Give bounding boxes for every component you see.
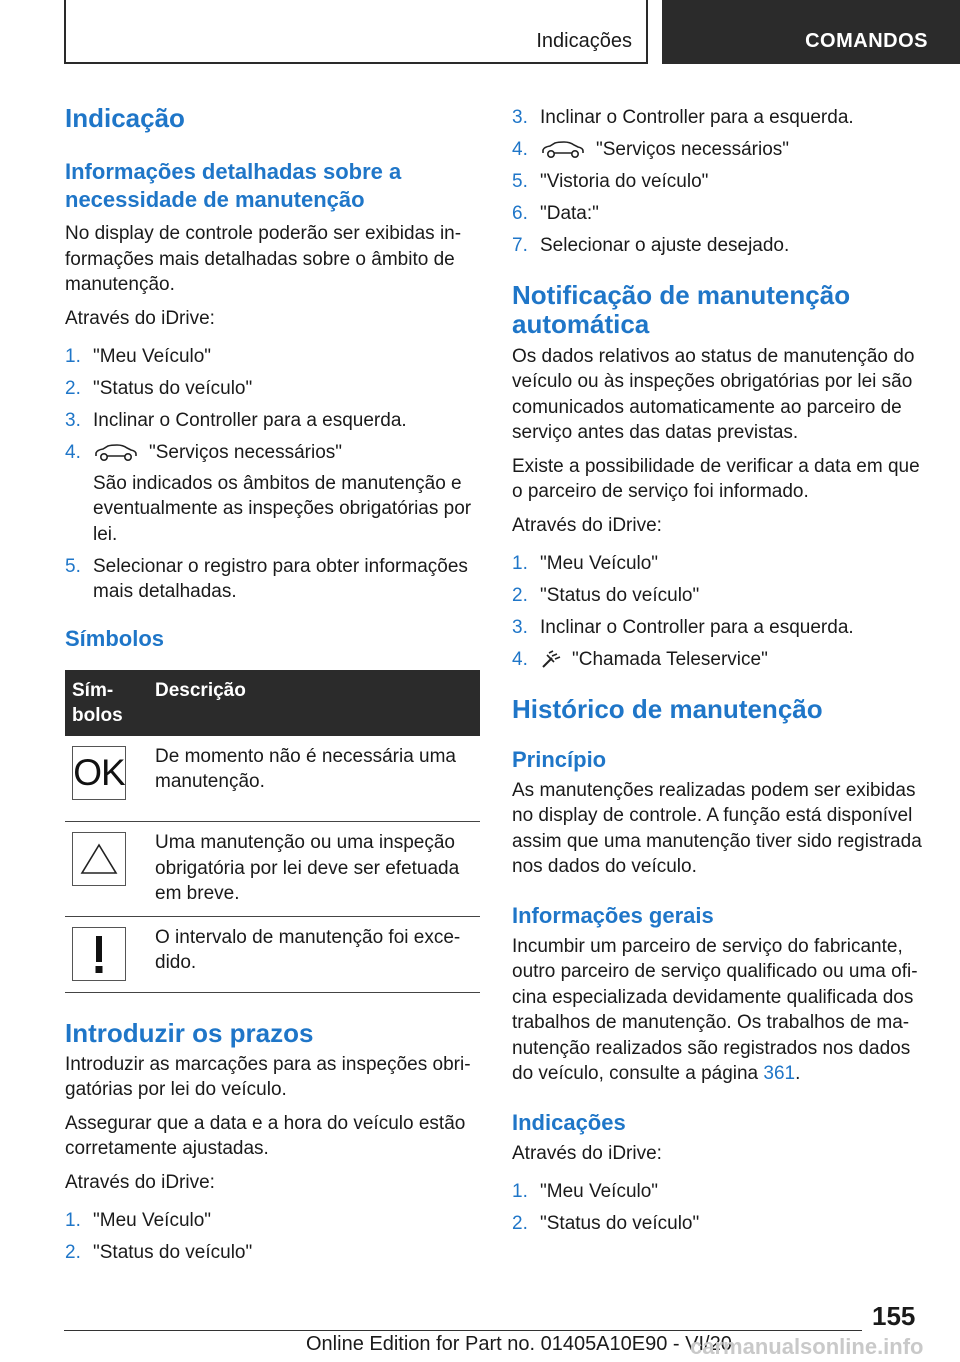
step-4-note: São indicados os âmbitos de manutenção e eventualmente as inspeções obrigatórias por lei. [93, 472, 472, 545]
heading-simbolos: Símbolos [65, 625, 165, 651]
paragraph-notificacao-2: Existe a possibilidade de verificar a data em que o parceiro de serviço foi informado. [512, 455, 920, 502]
heading-principio: Princípio [512, 746, 607, 772]
heading-indicacao: Indicação [65, 103, 185, 133]
paragraph-idrive-4: Através do iDrive: [512, 1142, 662, 1164]
steps-list-continued [512, 105, 926, 259]
car-service-icon [93, 442, 139, 462]
list-item: 3. Inclinar o Controller para a esquerda. [512, 107, 854, 128]
heading-notificacao: Notificação de manutenção automática [512, 279, 851, 339]
heading-prazos: Introduzir os prazos [65, 1017, 314, 1048]
table-row [65, 916, 480, 992]
list-item: 2. "Status do veículo" [65, 378, 253, 399]
footer-edition: Online Edition for Part no. 01405A10E90 - VI/20 [306, 1333, 732, 1355]
steps-list-3 [512, 551, 926, 673]
teleservice-icon [540, 649, 562, 669]
list-item: 6. "Data:" [512, 203, 599, 224]
table-header-symbol: Sím-bolos [65, 670, 148, 736]
paragraph-idrive-2: Através do iDrive: [65, 1171, 215, 1193]
page-number: 155 [872, 1301, 916, 1331]
paragraph-idrive-3: Através do iDrive: [512, 514, 662, 536]
header-section-title: Indicações [536, 30, 632, 52]
table-header-row [65, 670, 480, 736]
header-chapter-title: COMANDOS [805, 30, 928, 52]
list-item: 1. "Meu Veículo" [512, 1181, 659, 1202]
list-item: 5. "Vistoria do veículo" [512, 171, 709, 192]
car-service-icon [540, 139, 586, 159]
paragraph-idrive-1: Através do iDrive: [65, 307, 215, 329]
list-item: 3. Inclinar o Controller para a esquerda. [65, 410, 407, 431]
list-item: 3. Inclinar o Controller para a esquerda. [512, 617, 854, 638]
right-column [512, 105, 926, 1243]
steps-list-2 [65, 1208, 480, 1266]
paragraph-informacoes-gerais: Incumbir um parceiro de serviço do fabricante, outro parceiro de serviço qualificado ou uma ofi-cina especializada devidamente qualificada dos trabalhos de manutenção. Os trabalhos de ma-nutenção realizados são registrados nos dados do veículo, consulte a página 361. [512, 935, 918, 1084]
table-row [65, 736, 480, 822]
table-cell-description: O intervalo de manutenção foi exce-dido. [148, 916, 480, 992]
list-item: 5. Selecionar o registro para obter informações mais detalhadas. [65, 555, 468, 602]
list-item: 4. "Serviços necessários" [512, 139, 790, 160]
table-cell-description: Uma manutenção ou uma inspeção obrigatória por lei deve ser efetuada em breve. [148, 822, 480, 917]
footer-watermark: carmanualsonline.info [690, 1334, 924, 1359]
list-item: 1. "Meu Veículo" [65, 346, 212, 367]
exclamation-icon [72, 927, 126, 981]
ok-icon: OK [72, 746, 126, 800]
left-column [65, 96, 480, 1272]
heading-historico: Histórico de manutenção [512, 693, 823, 724]
list-item: 2. "Status do veículo" [65, 1242, 253, 1263]
list-item: 4. "Serviços necessários" São indicados os âmbitos de manutenção e eventualmente as inspeções obrigatórias por lei. [65, 440, 480, 547]
table-cell-description: De momento não é necessária uma manutenção. [148, 736, 480, 822]
steps-list-1 [65, 344, 480, 605]
header-section-box [64, 0, 648, 64]
paragraph-prazos-2: Assegurar que a data e a hora do veículo estão corretamente ajustadas. [65, 1112, 466, 1159]
page-reference-link[interactable]: 361 [763, 1063, 796, 1084]
list-item: 2. "Status do veículo" [512, 1213, 700, 1234]
warning-triangle-icon [72, 832, 126, 886]
paragraph-notificacao-1: Os dados relativos ao status de manutenção do veículo ou às inspeções obrigatórias por lei são comunicados automaticamente ao parceiro de serviço antes das datas previstas. [512, 345, 915, 443]
list-item: 7. Selecionar o ajuste desejado. [512, 235, 790, 256]
symbols-table [65, 670, 480, 993]
heading-indicacoes: Indicações [512, 1109, 626, 1135]
paragraph-principio: As manutenções realizadas podem ser exibidas no display de controle. A função está disponível assim que uma manutenção tiver sido registrada nos dados do veículo. [512, 779, 922, 877]
list-item: 1. "Meu Veículo" [512, 553, 659, 574]
heading-info-detalhadas: Informações detalhadas sobre a necessidade de manutenção [65, 159, 402, 212]
list-item: 1. "Meu Veículo" [65, 1210, 212, 1231]
list-item: 2. "Status do veículo" [512, 585, 700, 606]
steps-list-4 [512, 1179, 926, 1237]
heading-informacoes-gerais: Informações gerais [512, 902, 714, 928]
paragraph-prazos-1: Introduzir as marcações para as inspeções obri-gatórias por lei do veículo. [65, 1053, 471, 1100]
list-item: 4. "Chamada Teleservice" [512, 649, 768, 670]
footer-rule [64, 1330, 862, 1331]
header-chapter-tab [662, 0, 960, 64]
paragraph-info: No display de controle poderão ser exibidas in-formações mais detalhadas sobre o âmbito de manutenção. [65, 223, 462, 295]
table-row [65, 822, 480, 917]
table-header-description: Descrição [148, 670, 480, 736]
